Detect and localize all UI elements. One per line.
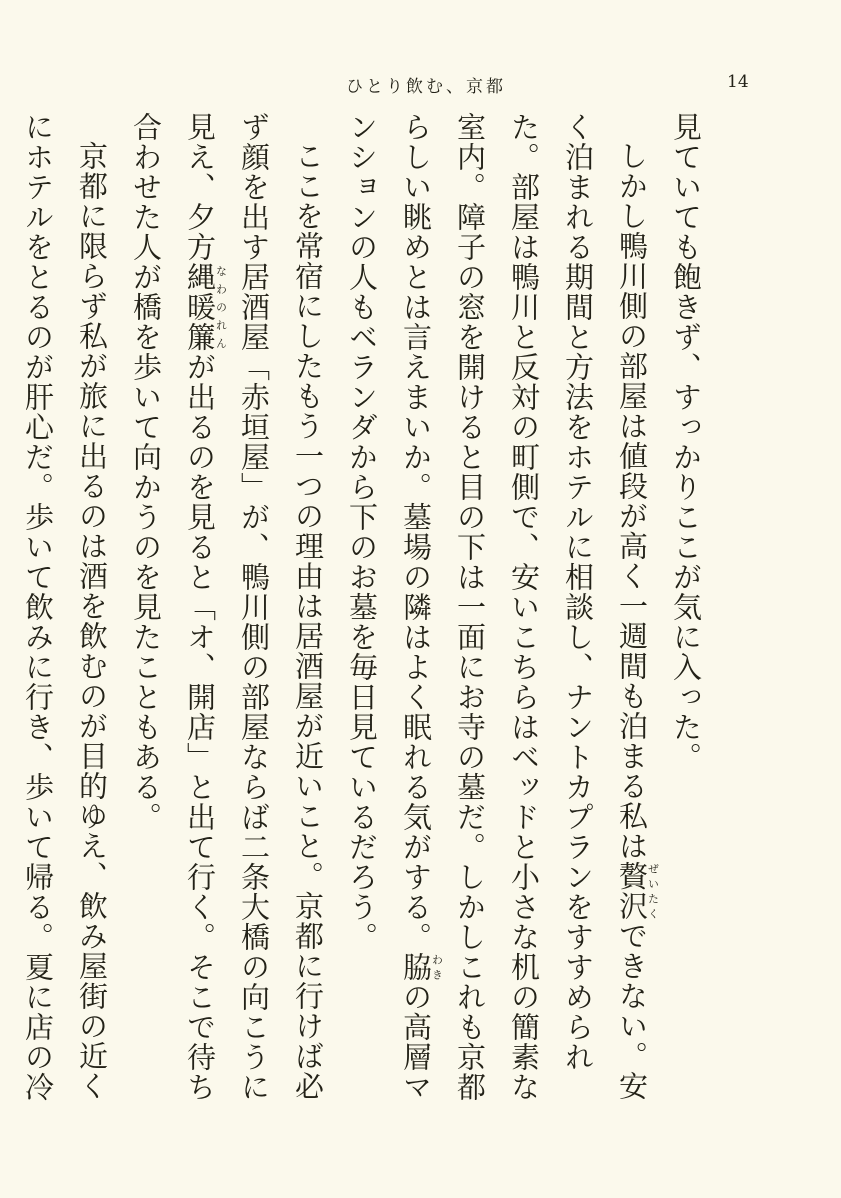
paragraph-2-text-b: できない。安く泊まれる期間と方法をホテルに相談し、ナントカプランをすすめられた。部屋は鴨川と反対の町側で、安いこちらはベッドと小さな机の簡素な室内。障子の窓を開けると目の下は一面にお寺の墓だ。しかしこれも京都らしい眺めとは言えまいか。墓場の隣はよく眠れる気がする。 xyxy=(399,112,649,1102)
paragraph-3 xyxy=(119,112,335,1122)
paragraph-4-text: 京都に限らず私が旅に出るのは酒を飲むのが目的ゆえ、飲み屋街の近くにホテルをとるのが肝心だ。歩いて飲みに行き、歩いて帰る。夏に店の冷 xyxy=(21,112,109,1102)
ruby-waki-reading: わき xyxy=(430,952,444,982)
ruby-waki-base: 脇 xyxy=(399,952,433,982)
ruby-zeitaku-base: 贅沢 xyxy=(615,861,649,921)
paragraph-1-text: 見ていても飽きず、すっかりここが気に入った。 xyxy=(669,112,703,772)
paragraph-2-text-c: の高層マンションの人もベランダから下のお墓を毎日見ているだろう。 xyxy=(345,112,433,1102)
running-head xyxy=(0,72,841,96)
ruby-zeitaku xyxy=(615,861,660,921)
paragraph-2 xyxy=(335,112,659,1122)
paragraph-3-text-b: が出るのを見ると「オ、開店」と出て行く。そこで待ち合わせた人が橋を歩いて向かうのを見たこともある。 xyxy=(129,112,217,1102)
body-text xyxy=(21,112,713,1122)
ruby-nawanoren-reading: なわのれん xyxy=(214,262,228,352)
ruby-nawanoren xyxy=(183,262,228,352)
ruby-nawanoren-base: 縄暖簾 xyxy=(183,262,217,352)
paragraph-1 xyxy=(659,112,713,1122)
ruby-waki xyxy=(399,952,444,982)
paragraph-2-text-a: しかし鴨川側の部屋は値段が高く一週間も泊まる私は xyxy=(615,141,649,861)
ruby-zeitaku-reading: ぜいたく xyxy=(646,861,660,921)
paragraph-3-text-a: ここを常宿にしたもう一つの理由は居酒屋が近いこと。京都に行けば必ず顔を出す居酒屋「赤垣屋」が、鴨川側の部屋ならば二条大橋の向こうに見え、夕方 xyxy=(183,112,325,1102)
page-number: 14 xyxy=(727,72,749,92)
running-title: ひとり飲む、京都 xyxy=(346,77,506,97)
paragraph-4 xyxy=(0,112,119,1122)
